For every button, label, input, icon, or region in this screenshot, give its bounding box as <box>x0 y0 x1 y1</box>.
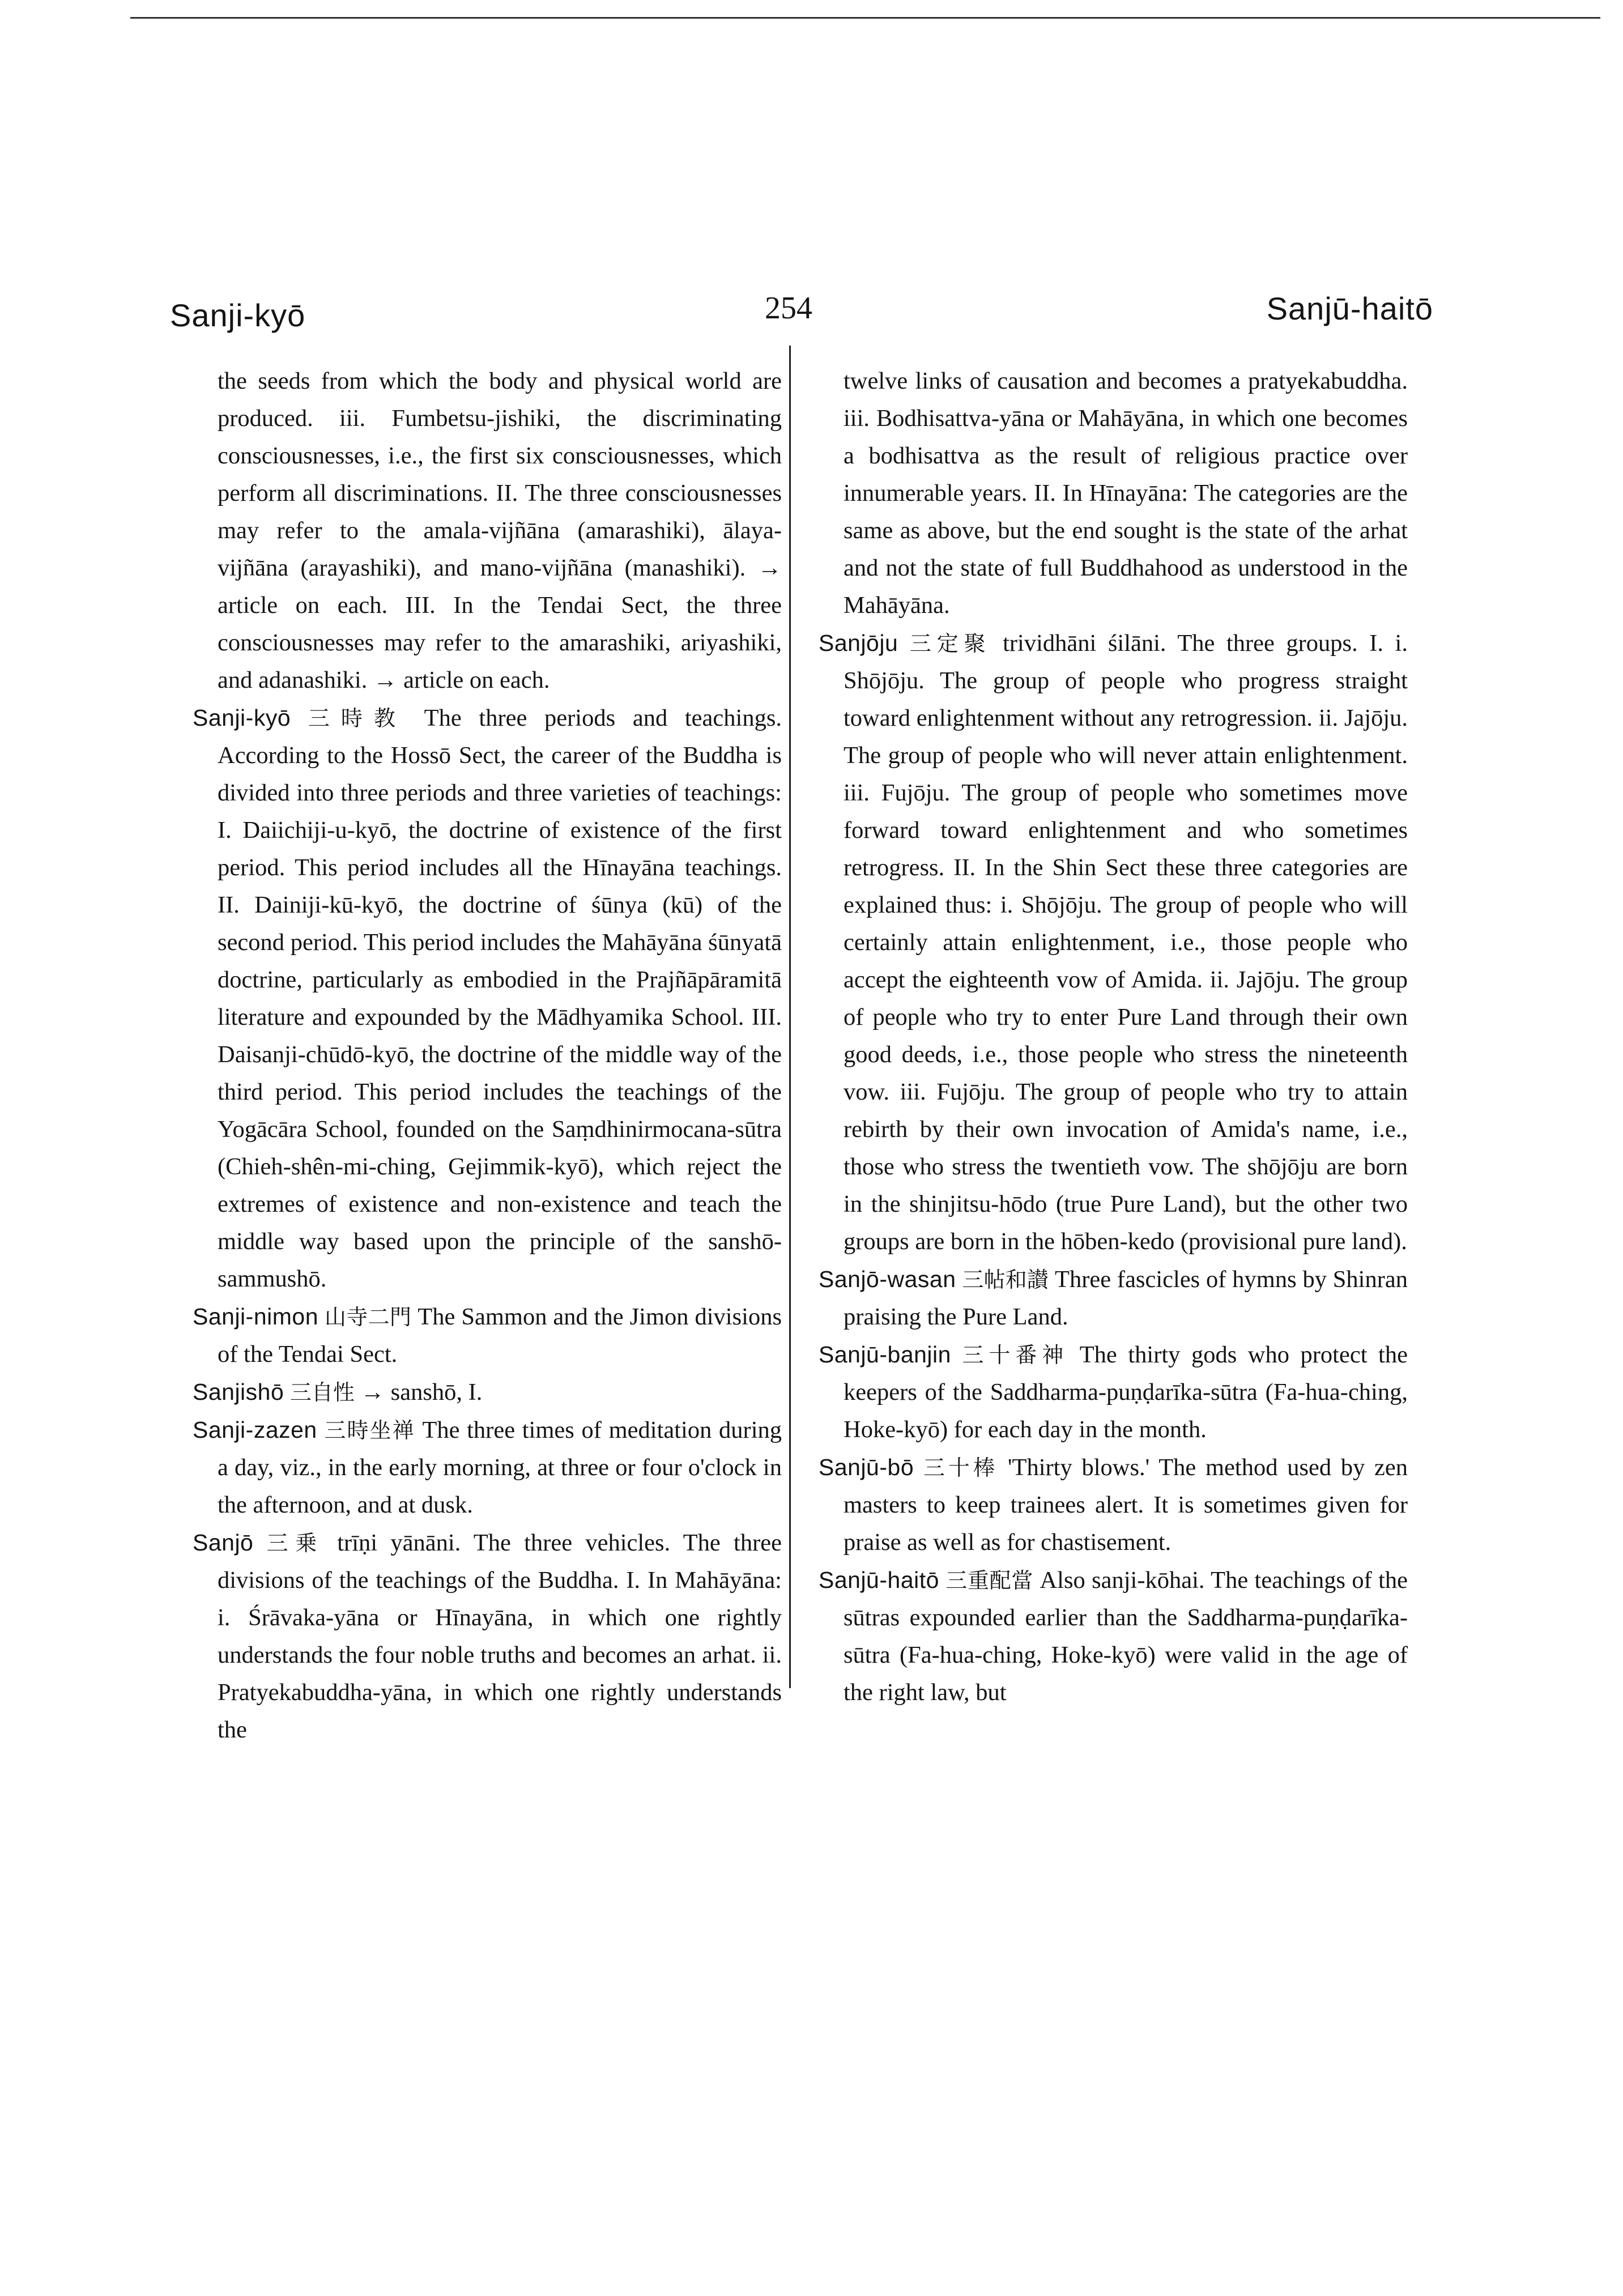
entry-sanjisho <box>193 1373 782 1411</box>
right-column <box>819 363 1408 1711</box>
entry-text: The three times of meditation during a day, viz., in the early morning, at three or four o'clock in the afternoon, and at dusk. <box>218 1417 782 1518</box>
headword: Sanjō <box>193 1530 254 1556</box>
kanji: 三乗 <box>266 1531 324 1556</box>
headword: Sanji-kyō <box>193 705 291 731</box>
headword: Sanji-nimon <box>193 1304 318 1330</box>
headword: Sanjū-haitō <box>819 1567 939 1593</box>
kanji: 三時坐禅 <box>324 1418 415 1443</box>
entry-sanjoju <box>819 624 1408 1260</box>
kanji: 三自性 <box>289 1380 355 1405</box>
entry-text: Also sanji-kōhai. The teachings of the sūtras expounded earlier than the Saddharma-puṇḍarīka-sūtra (Fa-hua-ching, Hoke-kyō) were valid in the age of the right law, but <box>844 1567 1408 1706</box>
headword: Sanjishō <box>193 1379 284 1405</box>
entry-text: trīṇi yānāni. The three vehicles. The three divisions of the teachings of the Buddha. I. In Mahāyāna: i. Śrāvaka-yāna or Hīnayāna, in which one rightly understands the four noble truths and becomes an arhat. ii. Pratyekabuddha-yāna, in which one rightly understands the <box>218 1530 782 1743</box>
kanji: 三時教 <box>308 706 407 731</box>
entry-text: 'Thirty blows.' The method used by zen masters to keep trainees alert. It is sometimes given for praise as well as for chastisement. <box>844 1454 1408 1556</box>
kanji: 三帖和讃 <box>962 1267 1049 1292</box>
entry-continuation <box>193 363 782 699</box>
entry-sanju-bo <box>819 1449 1408 1561</box>
entry-sanjo-wasan <box>819 1260 1408 1336</box>
kanji: 三重配當 <box>945 1568 1034 1593</box>
entry-continuation <box>819 363 1408 624</box>
entry-sanjo <box>193 1524 782 1749</box>
column-divider <box>789 346 791 1688</box>
entry-text: The three periods and teachings. According to the Hossō Sect, the career of the Buddha is divided into three periods and three varieties of teachings: I. Daiichiji-u-kyō, the doctrine of existence of the first period. This period includes all the Hīnayāna teachings. II. Dainiji-kū-kyō, the doctrine of śūnya (kū) of the second period. This period includes the Mahāyāna śūnyatā doctrine, particularly as embodied in the Prajñāpāramitā literature and expounded by the Mādhyamika School. III. Daisanji-chūdō-kyō, the doctrine of the middle way of the third period. This period includes the teachings of the Yogācāra School, founded on the Saṃdhinirmocana-sūtra (Chieh-shên-mi-ching, Gejimmik-kyō), which reject the extremes of existence and non-existence and teach the middle way based upon the principle of the sanshō-sammushō. <box>218 705 782 1292</box>
entry-text: The thirty gods who protect the keepers of the Saddharma-puṇḍarīka-sūtra (Fa-hua-ching, Hoke-kyō) for each day in the month. <box>844 1341 1408 1443</box>
entry-sanju-haito <box>819 1561 1408 1711</box>
running-head-left: Sanji-kyō <box>170 297 306 333</box>
entry-sanji-nimon <box>193 1298 782 1373</box>
entry-text: Three fascicles of hymns by Shinran praising the Pure Land. <box>844 1266 1408 1330</box>
entry-text: The Sammon and the Jimon divisions of the Tendai Sect. <box>218 1304 782 1368</box>
headword: Sanjū-banjin <box>819 1341 951 1368</box>
entry-text: twelve links of causation and becomes a pratyekabuddha. iii. Bodhisattva-yāna or Mahāyāna, in which one becomes a bodhisattva as the result of religious practice over innumerable years. II. In Hīnayāna: The categories are the same as above, but the end sought is the state of the arhat and not the state of full Buddhahood as understood in the Mahāyāna. <box>844 368 1408 619</box>
page-number: 254 <box>765 291 812 326</box>
entry-text: trividhāni śilāni. The three groups. I. i. Shōjōju. The group of people who progress straight toward enlightenment without any retrogression. ii. Jajōju. The group of people who will never attain enlightenment. iii. Fujōju. The group of people who sometimes move forward toward enlightenment and who sometimes retrogress. II. In the Shin Sect these three categories are explained thus: i. Shōjōju. The group of people who will certainly attain enlightenment, i.e., those people who accept the eighteenth vow of Amida. ii. Jajōju. The group of people who try to enter Pure Land through their own good deeds, i.e., those people who stress the nineteenth vow. iii. Fujōju. The group of people who try to attain rebirth by their own invocation of Amida's name, i.e., those who stress the twentieth vow. The shōjōju are born in the shinjitsu-hōdo (true Pure Land), but the other two groups are born in the hōben-kedo (provisional pure land). <box>844 630 1408 1255</box>
entry-sanji-kyo <box>193 699 782 1298</box>
top-rule <box>130 17 1600 19</box>
headword: Sanji-zazen <box>193 1417 317 1443</box>
kanji: 山寺二門 <box>324 1305 412 1330</box>
entry-sanji-zazen <box>193 1411 782 1524</box>
left-column <box>193 363 782 1749</box>
headword: Sanjō-wasan <box>819 1266 956 1292</box>
kanji: 三十棒 <box>923 1455 999 1480</box>
running-head-right: Sanjū-haitō <box>1266 291 1433 326</box>
kanji: 三定聚 <box>909 631 991 656</box>
entry-text: the seeds from which the body and physical world are produced. iii. Fumbetsu-jishiki, the discriminating consciousnesses, i.e., the first six consciousnesses, which perform all discriminations. II. The three consciousnesses may refer to the amala-vijñāna (amarashiki), ālaya-vijñāna (arayashiki), and mano-vijñāna (manashiki). → article on each. III. In the Tendai Sect, the three consciousnesses may refer to the amarashiki, ariyashiki, and adanashiki. → article on each. <box>218 368 782 693</box>
kanji: 三十番神 <box>962 1343 1069 1368</box>
headword: Sanjū-bō <box>819 1454 914 1480</box>
entry-sanju-banjin <box>819 1336 1408 1449</box>
page-header <box>170 290 1433 335</box>
entry-text: → sanshō, I. <box>360 1379 483 1405</box>
headword: Sanjōju <box>819 630 898 656</box>
